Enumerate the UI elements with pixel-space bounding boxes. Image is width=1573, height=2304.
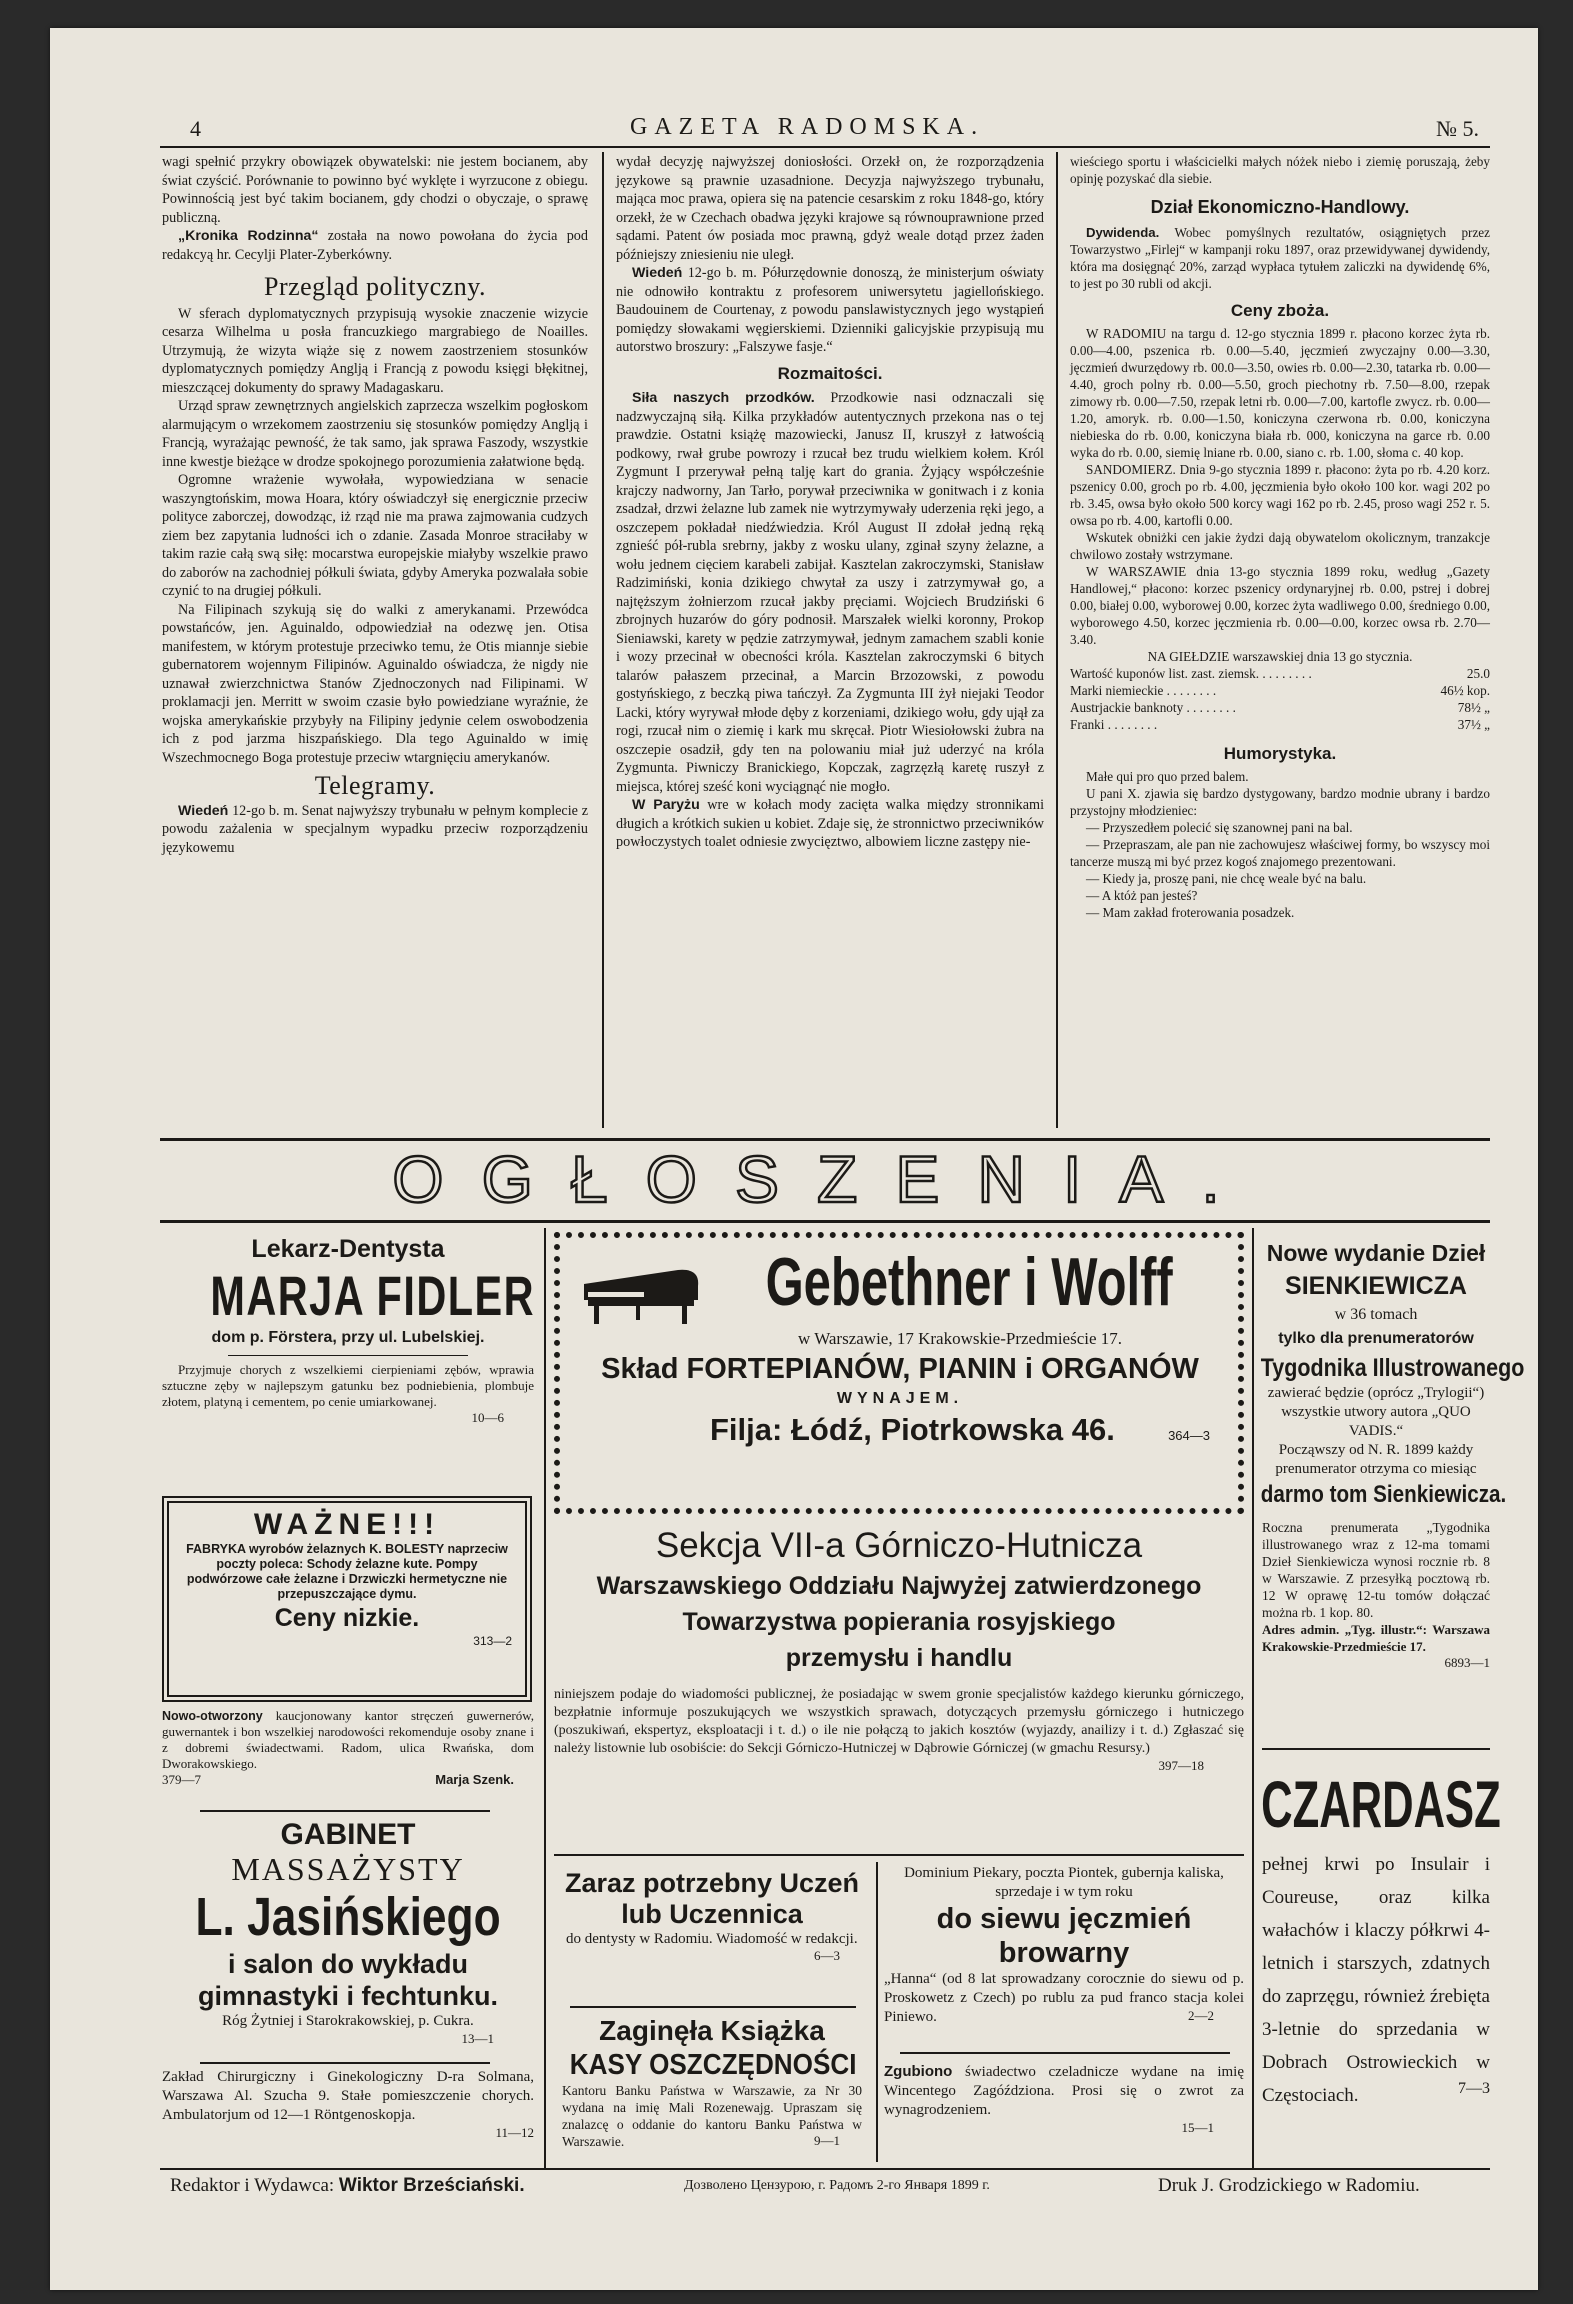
gebethner-wynajem: WYNAJEM. <box>836 1390 964 1407</box>
kronika-text: została na nowo powołana do życia pod redakcyą hr. Cecylji Plater-Zyberkówny. <box>162 228 588 263</box>
ksiazka-kasy: KASY OSZCZĘDNOŚCI <box>569 2049 857 2081</box>
sekcja-line1: Sekcja VII-a Górniczo-Hutnicza <box>655 1526 1143 1565</box>
ad-zgubiono <box>884 2062 1244 2136</box>
sienkiewicz-address: Adres admin. „Tyg. illustr.“: Warszawa Krakowskie-Przedmieście 17. <box>1262 1622 1490 1654</box>
fidler-name: MARJA FIDLER <box>210 1264 536 1327</box>
ad-divider <box>570 2006 856 2008</box>
radom-prices: W RADOMIU na targu d. 12-go stycznia 1899 r. płacono korzec żyta rb. 0.00—4.00, pszenica rb. 0.00—5.40, jęczmień zwyczajny 0.00—3.30, jęczmień dwurzędowy rb. 00.0—3.50, owies rb. 0.00—2.30, tatarka rb. 0.00—4.40, groch polny rb. 0.00—5.50, groch piechotny rb. 7.50—8.00, rzepak zimowy rb. 0.00—7.50, rzepak letni rb. 0.00—7.00, kartofle zwycz. rb. 0.00—1.20, amoryk. rb. 0.00—1.50, koniczyna czerwona rb. 0.00, koniczyna niebieska do rb. 0.00, koniczyna biała rb. 000, koniczyna na garce rb. 0.00 wyka do rb. 0.00, siemię lniane rb. 0.00, siano c. rb. 1.00, słoma c. 40 kop. <box>1070 326 1490 460</box>
politics-p4: Na Filipinach szykują się do walki z amerykanami. Przewódca powstańców, jen. Aguinaldo, odpowiedział na odezwę jen. Otisa manifestem, w którym protestuje przeciwko temu, że Otis miannje siebie gubernatorem wojennym Filipinów. Aguinaldo oświadcza, że nigdy nie uznawał zwierzchnictwa Stanów Zjednoczonych nad Filipinami. W proklamacji jen. Merritt w swoim czasie było powiedziane wyraźnie, że wojska amerykańskie przybyły na Filipiny jedynie celem oswobodzenia ich z pod jarzma hiszpańskiego. Dla tego Aguinaldo w imię Wszechmocnego Boga protestuje przeciw wtargnięciu amerykanów. <box>162 601 588 766</box>
politics-p3: Ogromne wrażenie wywołała, wypowiedziana w senacie waszyngtońskim, mowa Hoara, który oświadczył się energicznie przeciw polityce zaborczej, dowodząc, iż rząd nie ma prawa zajmowania cudzych ziem bez zapytania ludności ich o zdanie. Zasada Monroe straciłaby w takim razie całą swą siłę: mocarstwa europejskie miałyby wszelkie prawo do zaborów na zachodniej półkuli świata, gdyby Ameryka pozwalała sobie czynić to na drugiej półkuli. <box>162 472 588 599</box>
col2-p1: wydał decyzję najwyższej doniosłości. Orzekł on, że rozporządzenia językowe są prawnie uzasadnione. Decyzja najwyższego trybunału, mająca moc prawa, opiera się na patencie cesarskim z roku 1848-go, który orzekł, że w Czechach obadwa języki krajowe są równouprawnione przed sądami. Patent ów posiada moc prawną, gdyż weale dotąd przez żaden późniejszy zniesieniu nie uległ. <box>616 154 1044 263</box>
wieden2-text: 12-go b. m. Półurzędownie donoszą, że ministerjum oświaty nie odnowiło kontraktu z profesorem uniwersytetu jagiellońskiego. Baudouinem de Courtenay, z powodu panslawistycznych jego wystąpień pomiędzy słowakami węgierskiemi. Dzienniki galicyjskie przypisują mu autorstwo broszury: „Falszywe fasje.“ <box>616 265 1045 355</box>
jeczmien-intro: Dominium Piekary, poczta Piontek, gubernja kaliska, sprzedaje i w tym roku <box>904 1865 1224 1900</box>
gebethner-filja: Filja: Łódź, Piotrkowska 46. <box>710 1412 1115 1447</box>
issue-number: № 5. <box>1436 116 1479 141</box>
editor-name: Wiktor Brześciański. <box>338 2175 525 2196</box>
jeczmien-tally: 2—2 <box>1188 2008 1214 2023</box>
sekcja-tally: 397—18 <box>1158 1758 1204 1773</box>
sienkiewicz-line1: Nowe wydanie Dzieł <box>1266 1240 1486 1266</box>
ad-divider <box>200 2062 490 2064</box>
col1-intro: wagi spełnić przykry obowiązek obywatelski: nie jestem bocianem, aby świat czyścić. Porównanie to powinno być wyklęte i wyrzucone z obiegu. Powinnością jest być takim bocianem, gdy chodzi o obyczaje, o sprawę publiczną. <box>162 154 588 226</box>
zgubiono-tally: 15—1 <box>1181 2120 1214 2135</box>
exchange-rate-label: Franki . . . . . . . . <box>1070 717 1158 732</box>
sienkiewicz-tally: 6893—1 <box>1444 1655 1490 1670</box>
ad-fidler <box>162 1233 534 1426</box>
ad-jeczmien <box>884 1864 1244 2024</box>
footer-printer: Druk J. Grodzickiego w Radomiu. <box>1158 2175 1420 2196</box>
wieden2-label: Wiedeń <box>632 265 683 281</box>
exchange-rate-label: Wartość kuponów list. zast. ziemsk. . . . . . . . . <box>1070 666 1312 681</box>
ksiazka-body: Kantoru Banku Państwa w Warszawie, za Nr 30 wydana na imię Mali Rozenewajg. Upraszam się znalazcę o oddanie do kantoru Banku Państwa w Warszawie. <box>562 2083 862 2149</box>
politics-p1: W sferach dyplomatycznych przypisują wysokie znaczenie wizycie cesarza Wilhelma u posła francuzkiego margrabiego de Noailles. Utrzymują, że wizyta wiąże się z nowem zaostrzeniem stosunków dyplomatycznych pomiędzy Anglją i Francją z powodu księgi błękitnej, mieszczącej dokumenty do sprawy Madagaskaru. <box>162 305 588 396</box>
gabinet-name: L. Jasińskiego <box>195 1887 501 1947</box>
exchange-rate-value: 78½ „ <box>1457 700 1490 715</box>
fidler-line1: Lekarz-Dentysta <box>251 1235 445 1263</box>
warszawa-prices: W WARSZAWIE dnia 13-go stycznia 1899 roku, według „Gazety Handlowej,“ płacono: korzec pszenicy ordynaryjnej rb. 0.00, pstrej i dobrej 0.00, białej 0.00, wyborowej 0.00, korzec żyta wadliwego 0.00, średniego 0.00, wyborowego 4.50, korzec jęczmienia rb. 0.00—0.00, korzec owsa rb. 2.70—3.40. <box>1070 564 1490 647</box>
humor-line: — Przyszedłem polecić się szanownej pani na bal. <box>1086 820 1353 835</box>
jeczmien-body: „Hanna“ (od 8 lat sprowadzany corocznie do siewu od p. Proskowetz z Czech) po rublu za pud franco stacja kolei Piniewo. <box>884 1971 1244 2025</box>
sila-label: Siła naszych przodków. <box>632 390 815 406</box>
ad-divider <box>554 1854 1244 1856</box>
ad-ksiazka <box>554 2014 870 2149</box>
humor-heading: Humorystyka. <box>1223 744 1337 763</box>
footer-editor <box>170 2175 525 2197</box>
footer-censor: Дозволено Цензурою, г. Радомъ 2-го Января 1899 г. <box>684 2178 990 2193</box>
wazne-tally: 313—2 <box>473 1634 512 1648</box>
politics-p2: Urząd spraw zewnętrznych angielskich zaprzecza wszelkim pogłoskom alarmującym o wrzekomem zaostrzeniu się stosunków pomiędzy Anglją i Francją, wyrażając pewność, że tak samo, jak sprawa Faszody, wszystkie inne kwestje bieżące w drodze spokojnego porozumienia załatwione będą. <box>162 398 588 470</box>
wazne-body: FABRYKA wyrobów żelaznych K. BOLESTY naprzeciw poczty poleca: Schody żelazne kute. Pompy podwórzowe całe żelazne i Drzwiczki hermetyczne nie przepuszczające dymu. <box>186 1542 508 1601</box>
exchange-rates <box>1070 665 1490 733</box>
gielda-heading: NA GIEŁDZIE warszawskiej dnia 13 go stycznia. <box>1147 649 1413 664</box>
gebethner-address: w Warszawie, 17 Krakowskie-Przedmieście 17. <box>797 1329 1123 1348</box>
sienkiewicz-line2: SIENKIEWICZA <box>1285 1272 1467 1300</box>
sienkiewicz-tygodnik: Tygodnika Illustrowanego <box>1260 1354 1525 1382</box>
humor-line: Małe qui pro quo przed balem. <box>1086 769 1249 784</box>
gabinet-tally: 13—1 <box>461 2031 494 2046</box>
ads-divider <box>544 1228 546 2168</box>
editor-label: Redaktor i Wydawca: <box>170 2175 335 2196</box>
page-number: 4 <box>190 116 201 141</box>
column-divider <box>602 152 604 1128</box>
ksiazka-headline: Zaginęła Książka <box>599 2015 825 2046</box>
ad-divider <box>200 1810 490 1812</box>
telegrams-heading: Telegramy. <box>314 771 436 800</box>
sandomierz-prices: SANDOMIERZ. Dnia 9-go stycznia 1899 r. płacono: żyta po rb. 4.20 korz. pszenicy 0.00, groch po rb. 4.00, jęczmienia było około 100 kor. wagi 202 po rb. 3.45, owsa było około 500 korcy wagi 162 po rb. 2.45, proso wagi 252 r. 5. owsa po rb. 4.00, kartofli 0.00. <box>1070 462 1490 528</box>
jeczmien-headline: do siewu jęczmień browarny <box>936 1903 1192 1969</box>
humor-line: U pani X. zjawia się bardzo dystygowany, bardzo modnie ubrany i bardzo przystojny młodzieniec: <box>1070 786 1490 818</box>
gebethner-title: Gebethner i Wolff <box>765 1244 1173 1320</box>
fidler-address: dom p. Förstera, przy ul. Lubelskiej. <box>211 1329 485 1346</box>
humor-line: — A któż pan jesteś? <box>1086 888 1198 903</box>
sekcja-body: niniejszem podaje do wiadomości publicznej, że posiadając w swem gronie specjalistów każdego kierunku górniczego, bezpłatnie informuje poszukujących we wszystkich sprawach, dotyczących przemysłu górniczego i hutniczego (poszukiwań, ekspertyz, eksploatacji i t. d.) o ile nie połączą to jakich kosztów (wyjazdy, anailizy i t. d.) Zgłaszać się należy listownie lub osobiście: do Sekcji Górniczo-Hutniczej w Dąbrowie Górniczej (w gmachu Resursy.) <box>554 1687 1244 1756</box>
kantor-text: kaucjonowany kantor stręczeń guwernerów, guwernantek i bon wszelkiej narodowości rekomenduje osoby znane i z dobremi świadectwami. Radom, ulica Rwańska, dom Dworakowskiego. <box>162 1708 535 1771</box>
ads-top-rule <box>160 1138 1490 1141</box>
header-rule <box>160 146 1490 148</box>
exchange-rate-row <box>1070 665 1490 682</box>
column-3 <box>1070 153 1490 921</box>
ads-divider <box>876 1862 878 2162</box>
czardasz-tally: 7—3 <box>1458 2080 1490 2097</box>
telegram-text: 12-go b. m. Senat najwyższy trybunału w pełnym komplecie z powodu zażalenia w specjalnym wypadku przeciw rozporządzeniu językowemu <box>162 802 589 856</box>
humor-line: — Kiedy ja, proszę pani, nie chcę weale być na balu. <box>1086 871 1367 886</box>
ad-uczen <box>554 1868 870 1964</box>
piano-icon <box>578 1256 704 1326</box>
ads-banner: OGŁOSZENIA. <box>392 1142 1258 1216</box>
ksiazka-tally: 9—1 <box>814 2133 840 2148</box>
sekcja-line4: przemysłu i handlu <box>785 1644 1013 1672</box>
exchange-rate-label: Austrjackie banknoty . . . . . . . . <box>1070 700 1236 715</box>
masthead-title: GAZETA RADOMSKA. <box>630 114 985 140</box>
ad-wazne <box>182 1508 512 1648</box>
footer-rule <box>160 2168 1490 2170</box>
humor-line: — Mam zakład froterowania posadzek. <box>1086 905 1295 920</box>
exchange-rate-value: 25.0 <box>1466 666 1490 681</box>
ad-czardasz <box>1261 1760 1501 2106</box>
kronika-label: „Kronika Rodzinna“ <box>178 228 319 244</box>
czardasz-title: CZARDASZ <box>1261 1767 1501 1841</box>
sienkiewicz-darmo: darmo tom Sienkiewicza. <box>1260 1481 1507 1508</box>
column-2 <box>616 153 1044 852</box>
kantor-label: Nowo-otworzony <box>162 1709 263 1723</box>
ads-divider <box>1252 1228 1254 2168</box>
sienkiewicz-line6: zawierać będzie (oprócz „Trylogii“) wszystkie utwory autora „QUO VADIS.“ <box>1267 1385 1485 1439</box>
wazne-prices: Ceny nizkie. <box>274 1604 420 1632</box>
ad-gebethner <box>690 1242 1230 1322</box>
gebethner-tally: 364—3 <box>1168 1428 1210 1443</box>
dywidenda-label: Dywidenda. <box>1086 225 1160 240</box>
humor-dialogue <box>1070 768 1490 921</box>
exchange-rate-row <box>1070 716 1490 733</box>
dywidenda-text: Wobec pomyślnych rezultatów, osiągniętych przez Towarzystwo „Firlej“ w kampanji roku 1897, oraz przewidywanej dywidendy, która ma dosięgnąć 20%, zarząd wypłaca tytułem zaliczki na dywidendę 6%, to jest po 30 rubli od akcji. <box>1070 225 1491 291</box>
gebethner-sklad: Skład FORTEPIANÓW, PIANIN i ORGANÓW <box>601 1353 1199 1385</box>
ad-divider <box>900 2052 1230 2054</box>
ads-bottom-rule <box>160 1220 1490 1223</box>
sila-text: Przodkowie nasi odznaczali się nadzwyczajną siłą. Kilka przykładów autentycznych przekona nas o tej prawdzie. Ostatni książę mazowiecki, Janusz II, kruszył z łatwością podkowy, rwał grube powrozy i rzucał bez trudu wielkiem kołem. Król Zygmunt I przerywał pełną talję kart do grania. Żyjący współcześnie krajczy nadworny, Jan Tarło, porywał przeciwnika w gonitwach i z konia zsadzał, drzwi żelazne lub zamek nie wytrzymywały uderzenia ręki jego, a oszczepem pokładał niedźwiedzia. Król August II zdołał jedną ręką zgnieść pół-rubla srebrny, jakby z wosku ulany, zginał szyny żelazne, a wołu jednem cięciem karabeli zabijał. Kasztelan zakroczymski, Stanisław Radzimiński, konia dzikiego chwytał za uszy i zatrzymywał go, a najtęższym żołnierzom rzucał jakby pręciami. Wojciech Brudziński 6 zbrojnych huzarów do góry podnosił. Marszałek wielki koronny, Prokop Sieniawski, karety w pędzie zatrzymywał, jednym zamachem szabli konie i wozy przecinał w obecności króla. Kasztelan zakroczymski 6 bitych talarów pałaszem przecinał, a Marcin Brzozowski, z powodu gostyńskiego, z beczką piwa tańczył. Za Zygmunta III żył niejaki Teodor Lacki, który wyrywał młode dęby z korzeniami, dzikiego wołu, gdy ujął za rogi, rzucał nim o ziemię i kark mu skręcał. Piotr Wiesiołowski żubra na oszczepie osadził, gdy ten na polowaniu miał już uderzyć na króla Zygmunta. Piwniczy Branickiego, Kopczak, zagrzęzłą karetę ruszył z miejsca, której sześć koni wyciągnąć nie mogło. <box>616 390 1045 795</box>
sienkiewicz-line7: Począwszy od N. R. 1899 każdy prenumerator otrzyma co miesiąc <box>1275 1442 1477 1477</box>
ad-divider <box>228 1355 468 1356</box>
humor-line: — Przepraszam, ale pan nie zachowujesz właściwej formy, bo wszyscy moi tancerze muszą mi być przez kogoś znajomego prezentowani. <box>1070 837 1490 869</box>
grain-prices-heading: Ceny zboża. <box>1230 301 1330 320</box>
zgubiono-label: Zgubiono <box>884 2063 953 2080</box>
ad-divider <box>1262 1748 1490 1750</box>
wakutek-note: Wskutek obniżki cen jakie żydzi dają obywatelom okolicznym, tranzakcje chwilowo zostały wstrzymane. <box>1070 530 1490 562</box>
rozmaitosci-heading: Rozmaitości. <box>777 363 883 383</box>
col3-intro: wieściego sportu i właścicielki małych nóżek niebo i ziemię poruszają, żeby opinję pozyskać dla siebie. <box>1070 154 1490 186</box>
ad-sienkiewicz <box>1260 1238 1525 1671</box>
politics-heading: Przegląd polityczny. <box>263 272 487 301</box>
uczen-body: do dentysty w Radomiu. Wiadomość w redakcji. <box>566 1931 858 1947</box>
fidler-tally: 10—6 <box>471 1410 504 1425</box>
ad-gabinet <box>162 1818 534 2047</box>
wazne-headline: WAŻNE!!! <box>253 1508 441 1541</box>
exchange-rate-row <box>1070 699 1490 716</box>
economics-heading: Dział Ekonomiczno-Handlowy. <box>1150 197 1410 217</box>
gabinet-line2: MASSAŻYSTY <box>231 1851 465 1887</box>
sekcja-line3: Towarzystwa popierania rosyjskiego <box>682 1608 1116 1636</box>
column-divider <box>1056 152 1058 1128</box>
uczen-headline: Zaraz potrzebny Uczeń lub Uczennica <box>564 1868 860 1929</box>
fidler-body: Przyjmuje chorych z wszelkiemi cierpieniami zębów, wprawia sztuczne zęby w najlepszym gatunku bez podniebienia, plombuje złotem, platyną i cementem, po cenie umiarkowanej. <box>162 1362 534 1409</box>
sienkiewicz-line3: w 36 tomach <box>1334 1306 1418 1323</box>
ad-solman <box>162 2068 534 2141</box>
telegram-label: Wiedeń <box>178 802 229 819</box>
sienkiewicz-body: Roczna prenumerata „Tygodnika illustrowanego wraz z 12-ma tomami Dzieł Sienkiewicza wynosi rocznie rb. 8 w Warszawie. Z przesyłką pocztową rb. 12 W oprawę 12-tu tomów dołączać można rb. 1 kop. 80. <box>1262 1520 1490 1620</box>
zgubiono-text: świadectwo czeladnicze wydane na imię Wincentego Zagóździona. Prosi się o zwrot za wynagrodzeniem. <box>884 2064 1245 2118</box>
ad-sekcja <box>554 1524 1244 1774</box>
exchange-rate-row <box>1070 682 1490 699</box>
kantor-tally: 379—7 <box>162 1772 201 1787</box>
exchange-rate-label: Marki niemieckie . . . . . . . . <box>1070 683 1217 698</box>
sienkiewicz-line4: tylko dla prenumeratorów <box>1278 1330 1474 1347</box>
solman-text: Zakład Chirurgiczny i Ginekologiczny D-ra Solmana, Warszawa Al. Szucha 9. Stałe pomieszczenie chorych. Ambulatorjum od 12—1 Röntgenoskopja. <box>162 2069 534 2123</box>
ad-kantor <box>162 1708 534 1788</box>
gabinet-line1: GABINET <box>280 1818 416 1851</box>
paryz-label: W Paryżu <box>632 797 700 813</box>
ad-gebethner-details <box>560 1328 1240 1450</box>
gabinet-address: Róg Żytniej i Starokrakowskiej, p. Cukra. <box>222 2013 474 2029</box>
sekcja-line2: Warszawskiego Oddziału Najwyżej zatwierdzonego <box>596 1572 1202 1600</box>
kantor-signature: Marja Szenk. <box>435 1772 514 1787</box>
column-1 <box>162 153 588 857</box>
paryz-text: wre w kołach mody zacięta walka między stronnikami długich a krótkich sukien u kobiet. Zdaje się, że stronnictwo przeciwników powłoczystych toalet odniesie zwycięztwo, albowiem liczne zastępy nie- <box>616 797 1045 850</box>
gabinet-line4: i salon do wykładu gimnastyki i fechtunku. <box>197 1949 499 2011</box>
newspaper-page <box>50 28 1538 2290</box>
czardasz-body: pełnej krwi po Insulair i Coureuse, oraz kilka wałachów i klaczy półkrwi 4-letnich i starszych, zdatnych do zaprzęgu, również źrebięta 3-letnie do sprzedania w Dobrach Ostrowieckich w Częstociach. <box>1262 1854 1490 2106</box>
exchange-rate-value: 46½ kop. <box>1440 683 1490 698</box>
solman-tally: 11—12 <box>495 2125 534 2140</box>
exchange-rate-value: 37½ „ <box>1457 717 1490 732</box>
uczen-tally: 6—3 <box>814 1948 840 1963</box>
